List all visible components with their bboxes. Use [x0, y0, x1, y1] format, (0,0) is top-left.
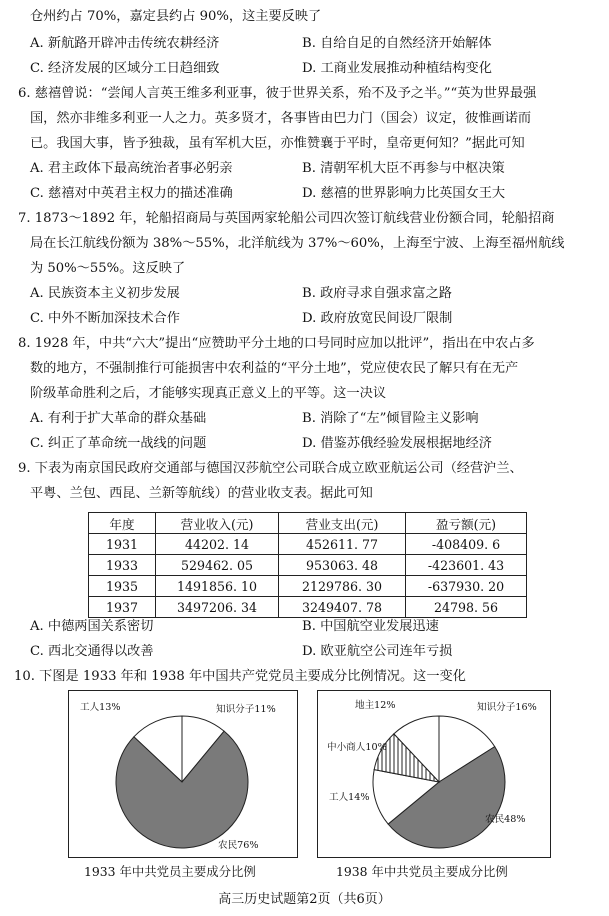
table-cell: 1933 [89, 555, 156, 576]
q9-option-a[interactable]: A. 中德两国关系密切 [30, 619, 154, 634]
table-cell: 3249407. 78 [279, 597, 406, 618]
q5-option-a[interactable]: A. 新航路开辟冲击传统农耕经济 [30, 36, 220, 51]
question-9-stem: 9. 下表为南京国民政府交通部与德国汉莎航空公司联合成立欧亚航运公司（经营沪兰、 [18, 461, 523, 476]
table-cell: -637930. 20 [406, 576, 527, 597]
table-cell: 953063. 48 [279, 555, 406, 576]
table-row [89, 576, 527, 597]
airline-finance-table [88, 512, 527, 618]
q7-option-b[interactable]: B. 政府寻求自强求富之路 [302, 286, 452, 301]
pie-label-5: 中小商人10% [327, 742, 387, 753]
q9-option-d[interactable]: D. 欧亚航空公司连年亏损 [302, 644, 453, 659]
question-6-stem: 已。我国大事，皆予独裁，虽有军机大臣，亦惟赞襄于平时，皇帝更何知？”据此可知 [30, 136, 525, 151]
q7-option-c[interactable]: C. 中外不断加深技术合作 [30, 311, 180, 326]
table-cell: 529462. 05 [156, 555, 279, 576]
table-cell: 44202. 14 [156, 534, 279, 555]
q5-option-c[interactable]: C. 经济发展的区域分工日趋细致 [30, 61, 220, 76]
pie-label-1: 地主12% [355, 700, 396, 711]
question-10-stem: 10. 下图是 1933 年和 1938 年中国共产党党员主要成分比例情况。这一变化 [14, 669, 466, 684]
question-5-stem-end: 仓州约占 70%，嘉定县约占 90%，这主要反映了 [30, 9, 322, 24]
table-cell: -423601. 43 [406, 555, 527, 576]
q8-option-c[interactable]: C. 纠正了革命统一战线的问题 [30, 436, 207, 451]
q5-option-d[interactable]: D. 工商业发展推动种植结构变化 [302, 61, 492, 76]
table-cell: 1931 [89, 534, 156, 555]
question-8-stem: 8. 1928 年，中共“六大”提出“应赞助平分土地的口号同时应加以批评”，指出在中农占多 [18, 336, 535, 351]
table-cell: -408409. 6 [406, 534, 527, 555]
table-cell: 452611. 77 [279, 534, 406, 555]
q6-option-a[interactable]: A. 君主政体下最高统治者事必躬亲 [30, 161, 233, 176]
q8-option-a[interactable]: A. 有利于扩大革命的群众基础 [30, 411, 207, 426]
question-7-stem: 7. 1873～1892 年，轮船招商局与英国两家轮船公司四次签订航线营业份额合同，轮船招商 [18, 211, 555, 226]
table-header: 营业支出(元) [279, 513, 406, 534]
question-6-stem: 国，然亦非维多利亚一人之力。英多贤才，各事皆由巴力门（国会）议定，彼惟画诺而 [30, 111, 532, 126]
pie-chart-1933-title: 1933 年中共党员主要成分比例 [84, 864, 256, 879]
table-header-row [89, 513, 527, 534]
q6-option-c[interactable]: C. 慈禧对中英君主权力的描述准确 [30, 186, 233, 201]
q7-option-d[interactable]: D. 政府放宽民间设厂限制 [302, 311, 453, 326]
table-header: 盈亏额(元) [406, 513, 527, 534]
table-row [89, 534, 527, 555]
q8-option-b[interactable]: B. 消除了“左”倾冒险主义影响 [302, 411, 479, 426]
pie-chart-1938 [317, 690, 551, 858]
table-cell: 1491856. 10 [156, 576, 279, 597]
table-cell: 1935 [89, 576, 156, 597]
question-8-stem: 阶级革命胜利之后，才能够实现真正意义上的平等。这一决议 [30, 386, 387, 401]
question-9-stem: 平粤、兰包、西昆、兰新等航线）的营业收支表。据此可知 [30, 486, 373, 501]
pie-label-4: 工人14% [329, 792, 370, 803]
table-cell: 3497206. 34 [156, 597, 279, 618]
q7-option-a[interactable]: A. 民族资本主义初步发展 [30, 286, 180, 301]
pie-label-1: 工人13% [80, 702, 121, 713]
question-7-stem: 局在长江航线份额为 38%～55%，北洋航线为 37%～60%，上海至宁波、上海至福州航线 [30, 236, 565, 251]
table-cell: 1937 [89, 597, 156, 618]
table-row [89, 555, 527, 576]
pie-label-3: 农民76% [218, 840, 259, 851]
question-7-stem: 为 50%～55%。这反映了 [30, 261, 186, 276]
table-cell: 2129786. 30 [279, 576, 406, 597]
table-header: 营业收入(元) [156, 513, 279, 534]
pie-chart-1938-title: 1938 年中共党员主要成分比例 [336, 864, 508, 879]
q6-option-b[interactable]: B. 清朝军机大臣不再参与中枢决策 [302, 161, 505, 176]
table-header: 年度 [89, 513, 156, 534]
page-footer: 高三历史试题第2页（共6页） [218, 892, 391, 907]
q8-option-d[interactable]: D. 借鉴苏俄经验发展根据地经济 [302, 436, 492, 451]
q6-option-d[interactable]: D. 慈禧的世界影响力比英国女王大 [302, 186, 506, 201]
pie-label-3: 农民48% [485, 814, 526, 825]
question-8-stem: 数的地方，不强制推行可能损害中农利益的“平分土地”，党应使农民了解只有在无产 [30, 361, 519, 376]
q5-option-b[interactable]: B. 自给自足的自然经济开始解体 [302, 36, 492, 51]
question-6-stem: 6. 慈禧曾说：“尝闻人言英王维多利亚事，彼于世界关系，殆不及予之半。”“英为世界最强 [18, 86, 537, 101]
pie-label-2: 知识分子16% [477, 702, 537, 713]
pie-label-2: 知识分子11% [216, 704, 276, 715]
q9-option-c[interactable]: C. 西北交通得以改善 [30, 644, 154, 659]
q9-option-b[interactable]: B. 中国航空业发展迅速 [302, 619, 439, 634]
pie-chart-1933 [68, 690, 298, 858]
table-row [89, 597, 527, 618]
table-cell: 24798. 56 [406, 597, 527, 618]
